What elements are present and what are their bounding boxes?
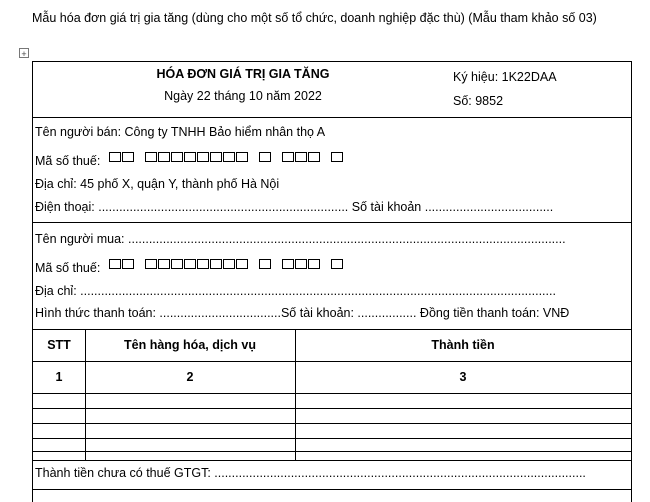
seller-name: Tên người bán: Công ty TNHH Bảo hiểm nhân thọ A (35, 125, 326, 139)
seller-tax-boxes (109, 152, 344, 162)
invoice-number: Số: 9852 (453, 94, 504, 108)
table-row-line (33, 393, 631, 394)
table-row-line (33, 423, 631, 424)
buyer-tax-boxes (109, 259, 344, 269)
header-amount: Thành tiền (431, 338, 495, 352)
subtotal-line: Thành tiền chưa có thuế GTGT: ........................................................................................................... (35, 466, 586, 480)
invoice-table (32, 61, 632, 502)
table-row-line (33, 460, 631, 461)
seller-tax-label: Mã số thuế: (35, 154, 101, 168)
column-number-1: 1 (55, 370, 63, 384)
seller-phone-account: Điện thoại: ........................................................................ Số tài khoản ..................................... (35, 200, 554, 214)
buyer-address: Địa chỉ: ......................................................................................................................................... (35, 284, 556, 298)
table-move-handle-icon[interactable]: + (19, 48, 29, 58)
table-row-line (33, 361, 631, 362)
seller-address: Địa chỉ: 45 phố X, quận Y, thành phố Hà Nội (35, 177, 280, 191)
invoice-date: Ngày 22 tháng 10 năm 2022 (164, 89, 322, 103)
buyer-payment: Hình thức thanh toán: ...................................Số tài khoản: ................. Đồng tiền thanh toán: VNĐ (35, 306, 570, 320)
invoice-symbol: Ký hiệu: 1K22DAA (453, 70, 557, 84)
divider (33, 489, 631, 490)
table-row-line (33, 438, 631, 439)
divider (33, 222, 631, 223)
document-note: Mẫu hóa đơn giá trị gia tăng (dùng cho một số tổ chức, doanh nghiệp đặc thù) (Mẫu tham khảo số 03) (32, 11, 597, 25)
table-row-line (33, 408, 631, 409)
header-stt: STT (47, 338, 71, 352)
invoice-title: HÓA ĐƠN GIÁ TRỊ GIA TĂNG (156, 67, 330, 81)
divider (33, 329, 631, 330)
column-number-3: 3 (459, 370, 467, 384)
table-row-line (33, 451, 631, 452)
header-goods: Tên hàng hóa, dịch vụ (124, 338, 256, 352)
buyer-name: Tên người mua: .............................................................................................................................. (35, 232, 566, 246)
column-number-2: 2 (186, 370, 194, 384)
divider (33, 117, 631, 118)
buyer-tax-label: Mã số thuế: (35, 261, 101, 275)
